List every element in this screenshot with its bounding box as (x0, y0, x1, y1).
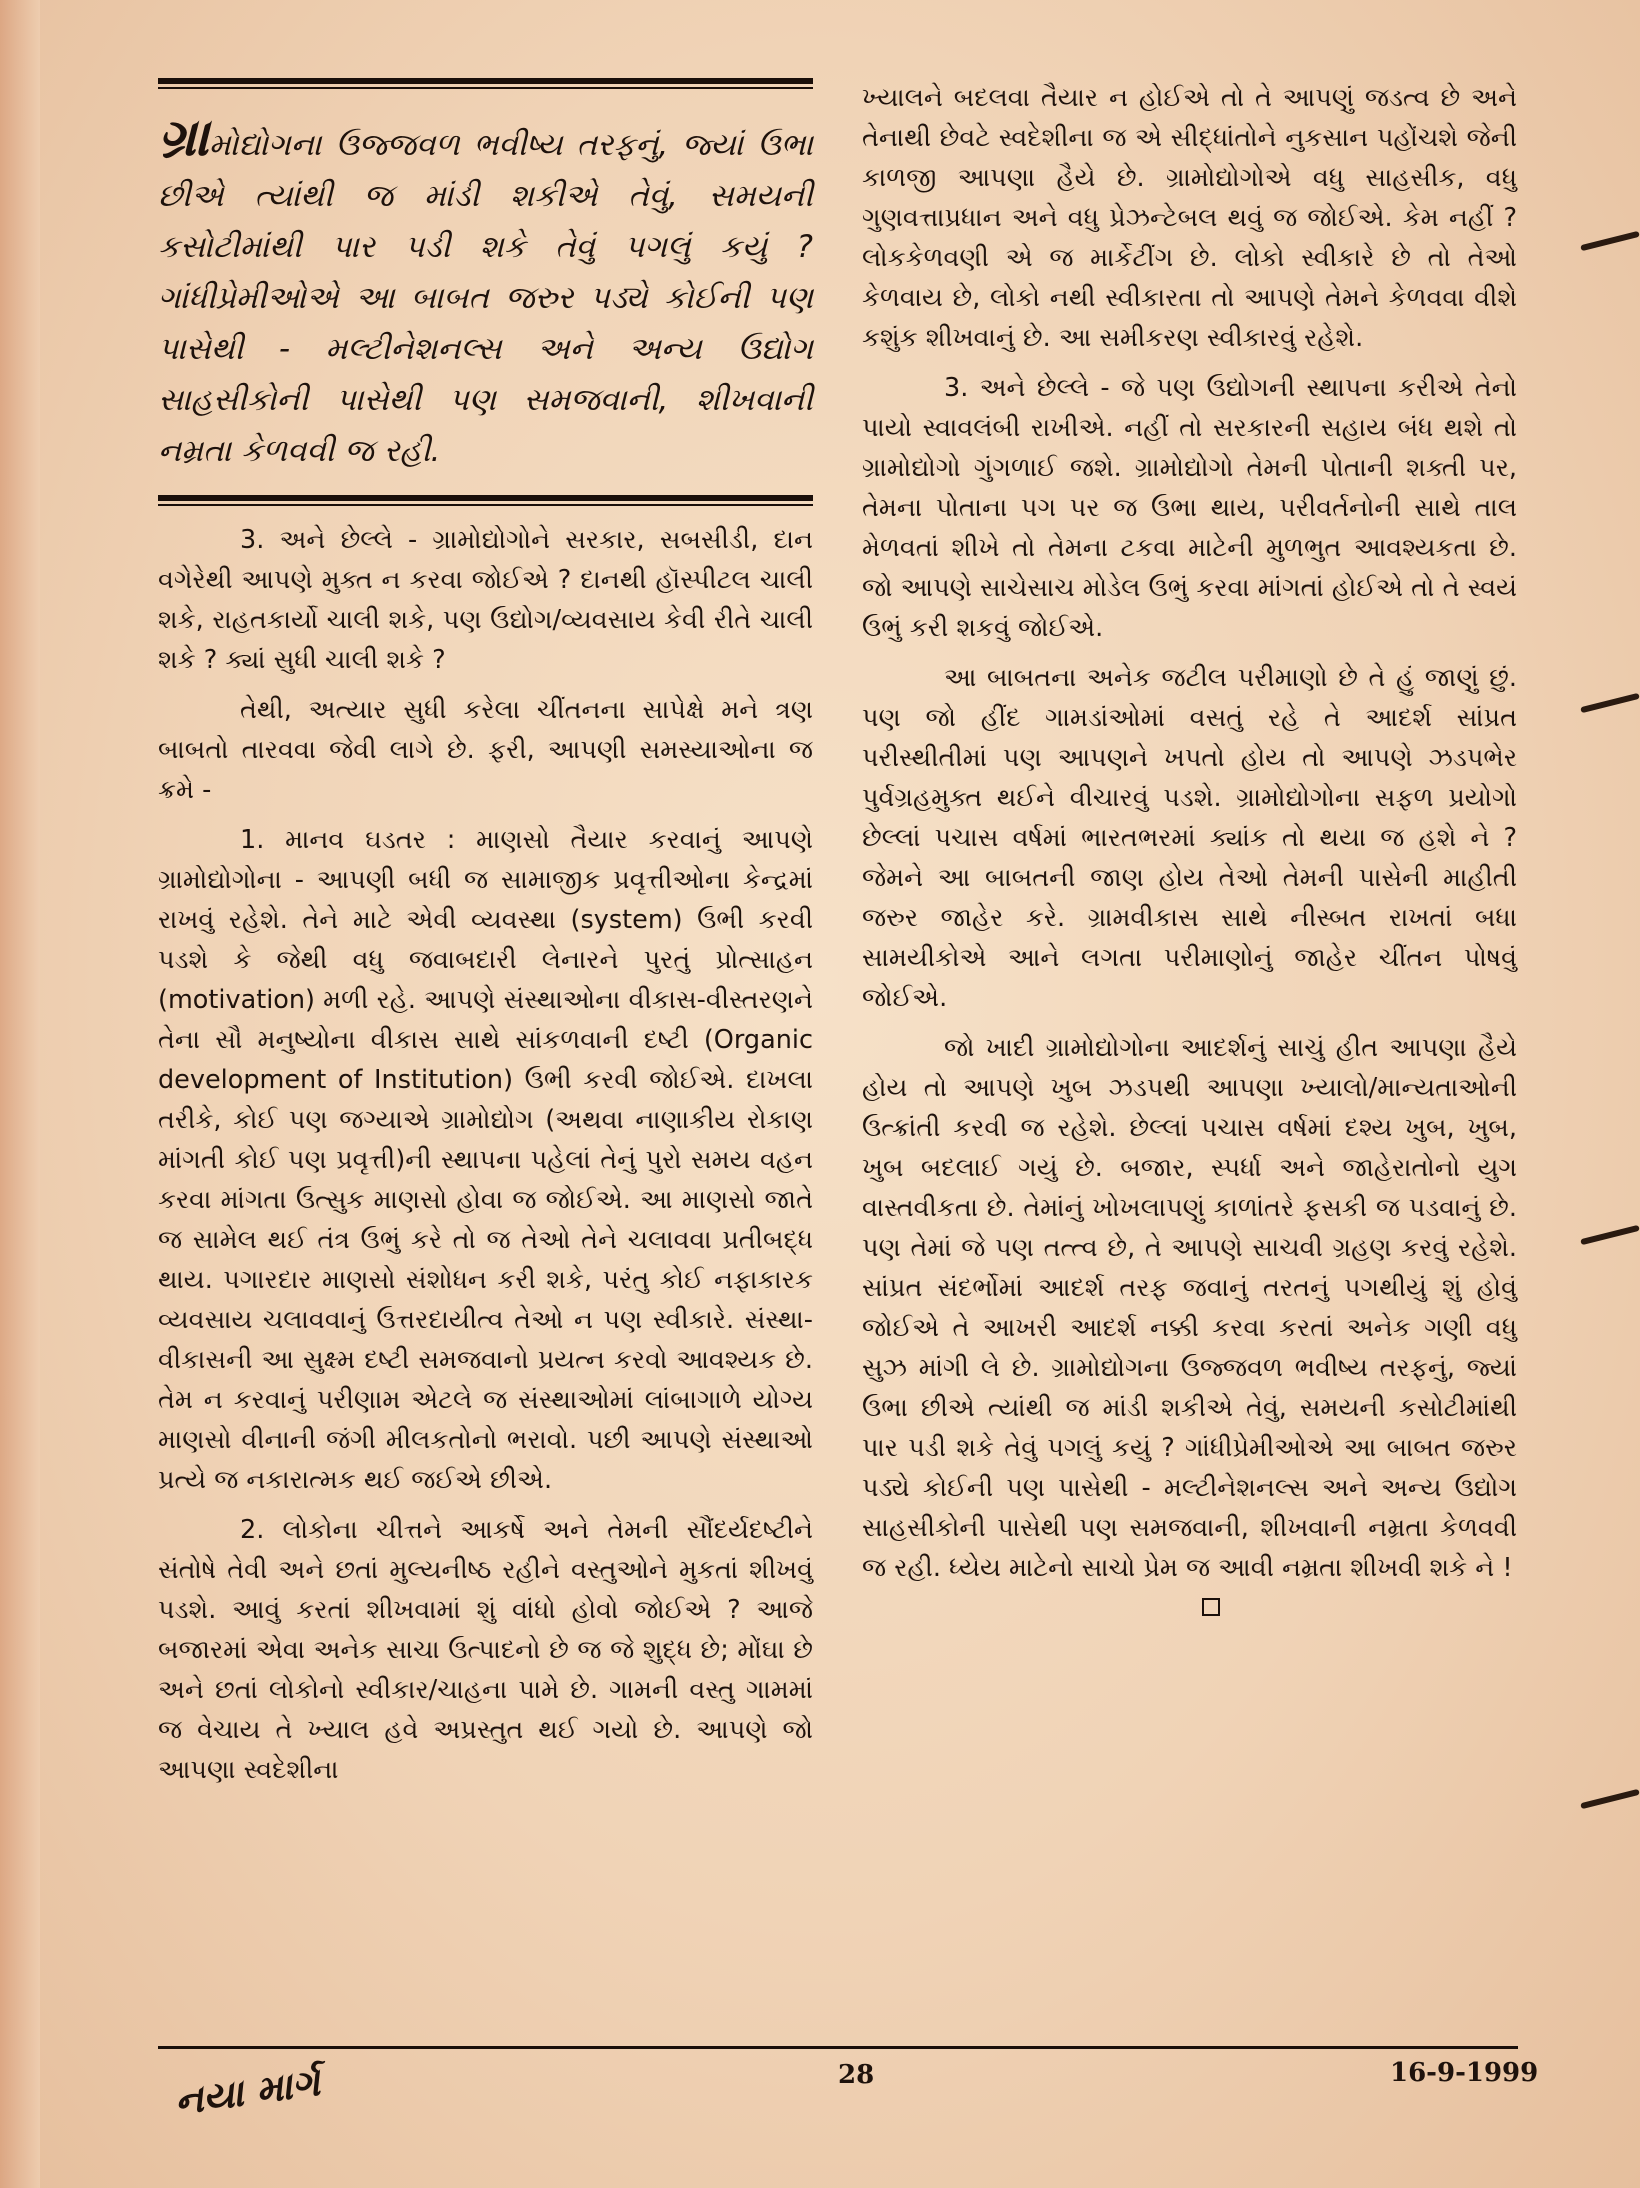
magazine-logo: નયા માર્ગ (171, 2059, 323, 2124)
right-body (862, 78, 1517, 1616)
paragraph: તેથી, અત્યાર સુધી કરેલા ચીંતનના સાપેક્ષે મને ત્રણ બાબતો તારવવા જેવી લાગે છે. ફરી, આપણી સમસ્યાઓના જ ક્રમે - (158, 695, 813, 805)
paragraph: ખ્યાલને બદલવા તૈયાર ન હોઈએ તો તે આપણું જડત્વ છે અને તેનાથી છેવટે સ્વદેશીના જ એ સીદ્ધાંતોને નુકસાન પહોંચશે જેની કાળજી આપણા હૈયે છે. ગ્રામોદ્યોગોએ વધુ સાહસીક, વધુ ગુણવત્તાપ્રધાન અને વધુ પ્રેઝન્ટેબલ થવું જ જોઈએ. કેમ નહીં ? લોકકેળવણી એ જ માર્કેટીંગ છે. લોકો સ્વીકારે છે તો તેઓ કેળવાય છે, લોકો નથી સ્વીકારતા તો આપણે તેમને કેળવવા વીશે કશુંક શીખવાનું છે. આ સમીકરણ સ્વીકારવું રહેશે. (862, 83, 1517, 353)
paragraph: 3. અને છેલ્લે - ગ્રામોદ્યોગોને સરકાર, સબસીડી, દાન વગેરેથી આપણે મુક્ત ન કરવા જોઈએ ? દાનથી હૉસ્પીટલ ચાલી શકે, રાહતકાર્યો ચાલી શકે, પણ ઉદ્યોગ/વ્યવસાય કેવી રીતે ચાલી શકે ? ક્યાં સુધી ચાલી શકે ? (158, 525, 813, 675)
pull-quote-text: મોદ્યોગના ઉજ્જવળ ભવીષ્ય તરફનું, જ્યાં ઉભા છીએ ત્યાંથી જ માંડી શકીએ તેવું, સમયની કસોટીમાંથી પાર પડી શકે તેવું પગલું કયું ? ગાંધીપ્રેમીઓએ આ બાબત જરુર પડ્યે કોઈની પણ પાસેથી - મલ્ટીનેશનલ્સ અને અન્ય ઉદ્યોગ સાહસીકોની પાસેથી પણ સમજવાની, શીખવાની નમ્રતા કેળવવી જ રહી. (158, 127, 813, 469)
paragraph: જો ખાદી ગ્રામોદ્યોગોના આદર્શનું સાચું હીત આપણા હૈયે હોય તો આપણે ખુબ ઝડપથી આપણા ખ્યાલો/માન્યતાઓની ઉત્ક્રાંતી કરવી જ રહેશે. છેલ્લાં પચાસ વર્ષમાં દશ્ય ખુબ, ખુબ, ખુબ બદલાઈ ગયું છે. બજાર, સ્પર્ધા અને જાહેરાતોનો યુગ વાસ્તવીકતા છે. તેમાંનું ખોખલાપણું કાળાંતરે ફસકી જ પડવાનું છે. પણ તેમાં જે પણ તત્ત્વ છે, તે આપણે સાચવી ગ્રહણ કરવું રહેશે. સાંપ્રત સંદર્ભોમાં આદર્શ તરફ જવાનું તરતનું પગથીયું શું હોવું જોઈએ તે આખરી આદર્શ નક્કી કરવા કરતાં અનેક ગણી વધુ સુઝ માંગી લે છે. ગ્રામોદ્યોગના ઉજ્જવળ ભવીષ્ય તરફનું, જ્યાં ઉભા છીએ ત્યાંથી જ માંડી શકીએ તેવું, સમયની કસોટીમાંથી પાર પડી શકે તેવું પગલું કયું ? ગાંધીપ્રેમીઓએ આ બાબત જરુર પડ્યે કોઈની પણ પાસેથી - મલ્ટીનેશનલ્સ અને અન્ય ઉદ્યોગ સાહસીકોની પાસેથી પણ સમજવાની, શીખવાની નમ્રતા કેળવવી જ રહી. ધ્યેય માટેનો સાચો પ્રેમ જ આવી નમ્રતા શીખવી શકે ને ! (862, 1033, 1517, 1583)
left-body (158, 520, 813, 1790)
pull-quote-dropcap: ગ્રા (158, 108, 209, 168)
end-of-article-square-icon (1202, 1598, 1220, 1616)
quote-bottom-rule-thin (158, 504, 813, 506)
pull-quote (158, 89, 813, 495)
top-rule (158, 78, 813, 84)
quote-bottom-rule (158, 495, 813, 501)
paragraph: આ બાબતના અનેક જટીલ પરીમાણો છે તે હું જાણું છું. પણ જો હીંદ ગામડાંઓમાં વસતું રહે તે આદર્શ સાંપ્રત પરીસ્થીતીમાં પણ આપણને ખપતો હોય તો આપણે ઝડપભેર પુર્વગ્રહમુક્ત થઈને વીચારવું પડશે. ગ્રામોદ્યોગોના સફળ પ્રયોગો છેલ્લાં પચાસ વર્ષમાં ભારતભરમાં ક્યાંક તો થયા જ હશે ને ? જેમને આ બાબતની જાણ હોય તેઓ તેમની પાસેની માહીતી જરુર જાહેર કરે. ગ્રામવીકાસ સાથે નીસ્બત રાખતાં બધા સામયીકોએ આને લગતા પરીમાણોનું જાહેર ચીંતન પોષવું જોઈએ. (862, 663, 1517, 1013)
paragraph: 3. અને છેલ્લે - જે પણ ઉદ્યોગની સ્થાપના કરીએ તેનો પાયો સ્વાવલંબી રાખીએ. નહીં તો સરકારની સહાય બંધ થશે તો ગ્રામોદ્યોગો ગુંગળાઈ જશે. ગ્રામોદ્યોગો તેમની પોતાની શક્તી પર, તેમના પોતાના પગ પર જ ઉભા થાય, પરીવર્તનોની સાથે તાલ મેળવતાં શીખે તો તેમના ટકવા માટેની મુળભુત આવશ્યકતા છે. જો આપણે સાચેસાચ મોડેલ ઉભું કરવા માંગતાં હોઈએ તો તે સ્વયં ઉભું કરી શકવું જોઈએ. (862, 373, 1517, 643)
footer-rule (158, 2046, 1518, 2049)
page-number: 28 (838, 2060, 875, 2090)
issue-date: 16-9-1999 (1390, 2058, 1539, 2088)
right-column (862, 78, 1517, 1616)
page-edge-shadow (0, 0, 40, 2188)
paragraph: 1. માનવ ઘડતર : માણસો તૈયાર કરવાનું આપણે ગ્રામોદ્યોગોના - આપણી બધી જ સામાજીક પ્રવૃત્તીઓના કેન્દ્રમાં રાખવું રહેશે. તેને માટે એવી વ્યવસ્થા (system) ઉભી કરવી પડશે કે જેથી વધુ જવાબદારી લેનારને પુરતું પ્રોત્સાહન (motivation) મળી રહે. આપણે સંસ્થાઓના વીકાસ-વીસ્તરણને તેના સૌ મનુષ્યોના વીકાસ સાથે સાંકળવાની દષ્ટી (Organic development of Institution) ઉભી કરવી જોઈએ. દાખલા તરીકે, કોઈ પણ જગ્યાએ ગ્રામોદ્યોગ (અથવા નાણાકીય રોકાણ માંગતી કોઈ પણ પ્રવૃત્તી)ની સ્થાપના પહેલાં તેનું પુરો સમય વહન કરવા માંગતા ઉત્સુક માણસો હોવા જ જોઈએ. આ માણસો જાતે જ સામેલ થઈ તંત્ર ઉભું કરે તો જ તેઓ તેને ચલાવવા પ્રતીબદ્ધ થાય. પગારદાર માણસો સંશોધન કરી શકે, પરંતુ કોઈ નફાકારક વ્યવસાય ચલાવવાનું ઉત્તરદાયીત્વ તેઓ ન પણ સ્વીકારે. સંસ્થા-વીકાસની આ સુક્ષ્મ દષ્ટી સમજવાનો પ્રયત્ન કરવો આવશ્યક છે. તેમ ન કરવાનું પરીણામ એટલે જ સંસ્થાઓમાં લાંબાગાળે યોગ્ય માણસો વીનાની જંગી મીલકતોનો ભરાવો. પછી આપણે સંસ્થાઓ પ્રત્યે જ નકારાત્મક થઈ જઈએ છીએ. (158, 825, 813, 1495)
left-column (158, 78, 813, 1800)
paragraph: 2. લોકોના ચીત્તને આકર્ષે અને તેમની સૌંદર્યદષ્ટીને સંતોષે તેવી અને છતાં મુલ્યનીષ્ઠ રહીને વસ્તુઓને મુકતાં શીખવું પડશે. આવું કરતાં શીખવામાં શું વાંધો હોવો જોઈએ ? આજે બજારમાં એવા અનેક સાચા ઉત્પાદનો છે જ જે શુદ્ધ છે; મોંઘા છે અને છતાં લોકોનો સ્વીકાર/ચાહના પામે છે. ગામની વસ્તુ ગામમાં જ વેચાય તે ખ્યાલ હવે અપ્રસ્તુત થઈ ગયો છે. આપણે જો આપણા સ્વદેશીના (158, 1515, 813, 1785)
